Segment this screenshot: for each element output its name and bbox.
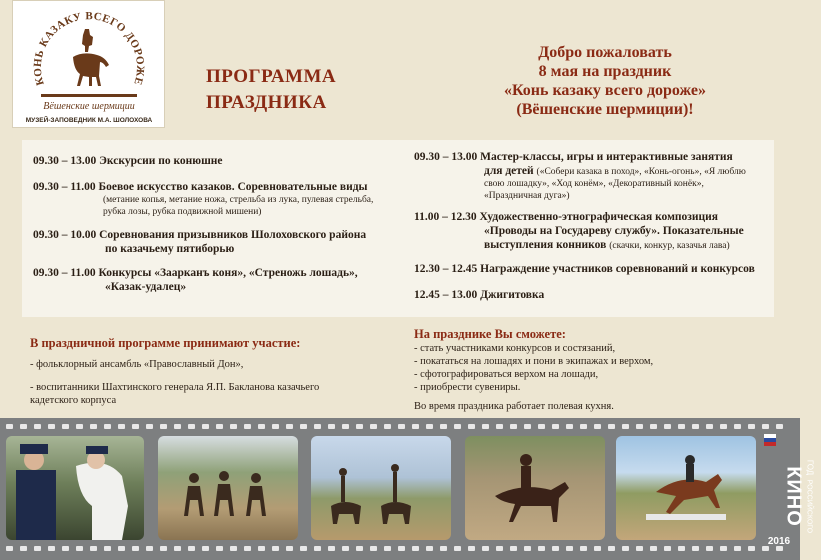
schedule-item-details: (скачки, конкур, казачья лава) [609,241,730,251]
sprocket-hole [734,546,741,551]
sprocket-hole [48,546,55,551]
sprocket-hole [552,546,559,551]
can-do-item: - сфотографироваться верхом на лошади, [414,369,599,380]
schedule-item [33,180,373,218]
schedule-item-text: 09.30 – 10.00 Соревнования призывников Шолоховского района [33,229,367,241]
sprocket-hole [398,546,405,551]
sprocket-hole [146,546,153,551]
sprocket-hole [202,424,209,429]
sprocket-hole [398,424,405,429]
sprocket-hole [104,424,111,429]
sprocket-hole [244,546,251,551]
photo-galloping-cossack [465,436,605,540]
photo-show-jumping [616,436,756,540]
year-of-cinema-badge [762,432,815,550]
participants-block [30,336,319,407]
sprocket-hole [76,424,83,429]
sprocket-hole [664,424,671,429]
participants-item: - фольклорный ансамбль «Православный Дон», [30,359,244,370]
sprocket-hole [384,424,391,429]
sprocket-hole [174,424,181,429]
welcome-line3: «Конь казаку всего дороже» [503,82,707,99]
sprocket-hole [202,546,209,551]
schedule-item [414,150,774,202]
participants-title: В праздничной программе принимают участие: [30,336,301,350]
sprocket-hole [6,424,13,429]
schedule-item [33,228,366,256]
sprocket-hole [440,546,447,551]
schedule-item-text: 11.00 – 12.30 Художественно-этнографическая композиция [414,211,719,223]
sprocket-hole [622,546,629,551]
sprocket-hole [720,424,727,429]
sprocket-hole [20,546,27,551]
participants-item: - воспитанники Шахтинского генерала Я.П. Бакланова казачьего [30,382,320,393]
sprocket-hole [314,546,321,551]
sprocket-hole [678,546,685,551]
can-do-item: - покататься на лошадях и пони в экипажах и верхом, [414,356,654,367]
logo-museum-text: МУЗЕЙ-ЗАПОВЕДНИК М.А. ШОЛОХОВА [25,117,153,124]
schedule-item-text: 09.30 – 11.00 Конкурсы «Заарканъ коня», «Стреножь лошадь», [33,267,358,279]
sprocket-hole [552,424,559,429]
sprocket-hole [412,424,419,429]
sprocket-hole [384,546,391,551]
participants-item: кадетского корпуса [30,395,117,406]
sprocket-hole [160,546,167,551]
schedule-item-details: (метание копья, метание ножа, стрельба из лука, пулевая стрельба, [103,195,374,205]
sprocket-hole [230,546,237,551]
schedule-item [33,266,358,294]
sprocket-hole [356,546,363,551]
flag-icon [764,434,776,446]
sprocket-hole [524,424,531,429]
program-title-line2: ПРАЗДНИКА [206,92,327,113]
sprocket-hole [538,424,545,429]
sprocket-hole [286,424,293,429]
sprocket-hole [524,546,531,551]
sprocket-hole [454,546,461,551]
sprocket-hole [650,546,657,551]
schedule-item-text: для детей [484,165,534,177]
schedule-item-details: «Праздничная дуга») [484,191,570,201]
museum-logo [12,0,165,128]
sprocket-hole [118,424,125,429]
sprocket-hole [62,546,69,551]
badge-line3: КИНО [782,466,805,527]
badge-year: 2016 [767,536,791,547]
schedule-item-details: свою лошадку», «Ход конём», «Декоративный конёк», [484,179,704,189]
sprocket-hole [482,424,489,429]
sprocket-hole [426,546,433,551]
badge-line1: ГОД [805,459,815,476]
schedule-item-details: рубка лозы, рубка подвижной мишени) [103,207,262,217]
schedule-item [414,288,544,302]
schedule-item-text: «Проводы на Государеву службу». Показательные [484,225,744,237]
sprocket-hole [580,546,587,551]
can-do-item: - приобрести сувениры. [414,382,521,393]
schedule-item [414,210,774,252]
sprocket-hole [328,424,335,429]
sprocket-hole [370,424,377,429]
sprocket-hole [510,546,517,551]
sprocket-hole [776,424,783,429]
can-do-block [414,327,653,413]
sprocket-hole [510,424,517,429]
schedule-item-text: «Казак-удалец» [105,281,187,293]
logo-script-text: Вёшенские шермиции [43,101,135,112]
sprocket-hole [412,546,419,551]
schedule-item-text: 09.30 – 11.00 Боевое искусство казаков. Соревновательные виды [33,181,368,193]
welcome-line2: 8 мая на праздник [538,63,672,80]
schedule-item-text: по казачьему пятиборью [105,243,235,255]
sprocket-hole [244,424,251,429]
sprocket-hole [636,546,643,551]
sprocket-hole [118,546,125,551]
sprocket-hole [622,424,629,429]
sprocket-hole [356,424,363,429]
welcome-line1: Добро пожаловать [538,44,672,61]
sprocket-hole [482,546,489,551]
sprocket-hole [566,546,573,551]
sprocket-hole [216,546,223,551]
sprocket-hole [132,546,139,551]
sprocket-hole [216,424,223,429]
badge-line2: РОССИЙСКОГО [805,479,813,534]
sprocket-hole [580,424,587,429]
sprocket-hole [146,424,153,429]
sprocket-hole [608,546,615,551]
sprocket-hole [160,424,167,429]
sprocket-hole [636,424,643,429]
schedule-item-text: выступления конников [484,239,607,251]
sprocket-hole [132,424,139,429]
sprocket-hole [664,546,671,551]
sprocket-hole [300,424,307,429]
sprocket-hole [748,546,755,551]
sprocket-hole [566,424,573,429]
sprocket-hole [538,546,545,551]
program-title-line1: ПРОГРАММА [206,66,337,87]
sprocket-hole [342,424,349,429]
sprocket-hole [678,424,685,429]
schedule-item-details: («Собери казака в поход», «Конь-огонь», «Я люблю [536,167,746,177]
schedule-item [33,154,223,168]
sprocket-hole [258,424,265,429]
photo-trick-riding [311,436,451,540]
sprocket-hole [258,546,265,551]
horse-rider-icon [73,29,109,86]
welcome-line4: (Вёшенские шермиции)! [516,101,694,118]
schedule-item-text: 09.30 – 13.00 Мастер-классы, игры и интерактивные занятия [414,151,733,163]
sprocket-hole [342,546,349,551]
sprocket-hole [748,424,755,429]
sprocket-hole [34,424,41,429]
sprocket-hole [468,546,475,551]
program-title [206,64,336,116]
welcome-block [470,43,740,119]
can-do-title: На празднике Вы сможете: [414,327,566,341]
sprocket-hole [720,546,727,551]
sprocket-hole [20,424,27,429]
sprocket-hole [426,424,433,429]
sprocket-hole [188,424,195,429]
sprocket-hole [104,546,111,551]
sprocket-hole [174,546,181,551]
schedule-item [414,262,755,276]
sprocket-hole [468,424,475,429]
sprocket-hole [90,546,97,551]
sprocket-hole [454,424,461,429]
logo-arc-text: КОНЬ КАЗАКУ ВСЕГО ДОРОЖЕ [31,10,147,87]
photo-cossacks-with-horse [6,436,144,540]
schedule-item-text: 09.30 – 13.00 Экскурсии по конюшне [33,155,223,167]
sprocket-hole [440,424,447,429]
sprocket-hole [76,546,83,551]
schedule-item-text: 12.45 – 13.00 Джигитовка [414,289,545,301]
sprocket-hole [328,546,335,551]
sprocket-hole [370,546,377,551]
sprocket-hole [706,546,713,551]
sprocket-hole [314,424,321,429]
sprocket-hole [188,546,195,551]
sprocket-hole [300,546,307,551]
sprocket-hole [594,424,601,429]
sprocket-hole [706,424,713,429]
sprocket-hole [496,546,503,551]
sprocket-hole [272,546,279,551]
sprocket-hole [272,424,279,429]
sprocket-hole [734,424,741,429]
sprocket-hole [650,424,657,429]
sprocket-hole [6,546,13,551]
sprocket-hole [48,424,55,429]
sprocket-hole [762,424,769,429]
sprocket-hole [594,546,601,551]
schedule-item-text: 12.30 – 12.45 Награждение участников соревнований и конкурсов [414,263,755,275]
sprocket-hole [496,424,503,429]
sprocket-hole [286,546,293,551]
can-do-item: - стать участниками конкурсов и состязаний, [414,343,616,354]
sprocket-hole [692,424,699,429]
sprocket-hole [90,424,97,429]
field-kitchen-note: Во время праздника работает полевая кухня. [414,401,614,412]
sprocket-hole [230,424,237,429]
sprocket-hole [608,424,615,429]
photo-cavalry-parade [158,436,298,540]
sprocket-hole [34,546,41,551]
sprocket-hole [62,424,69,429]
sprocket-hole [692,546,699,551]
